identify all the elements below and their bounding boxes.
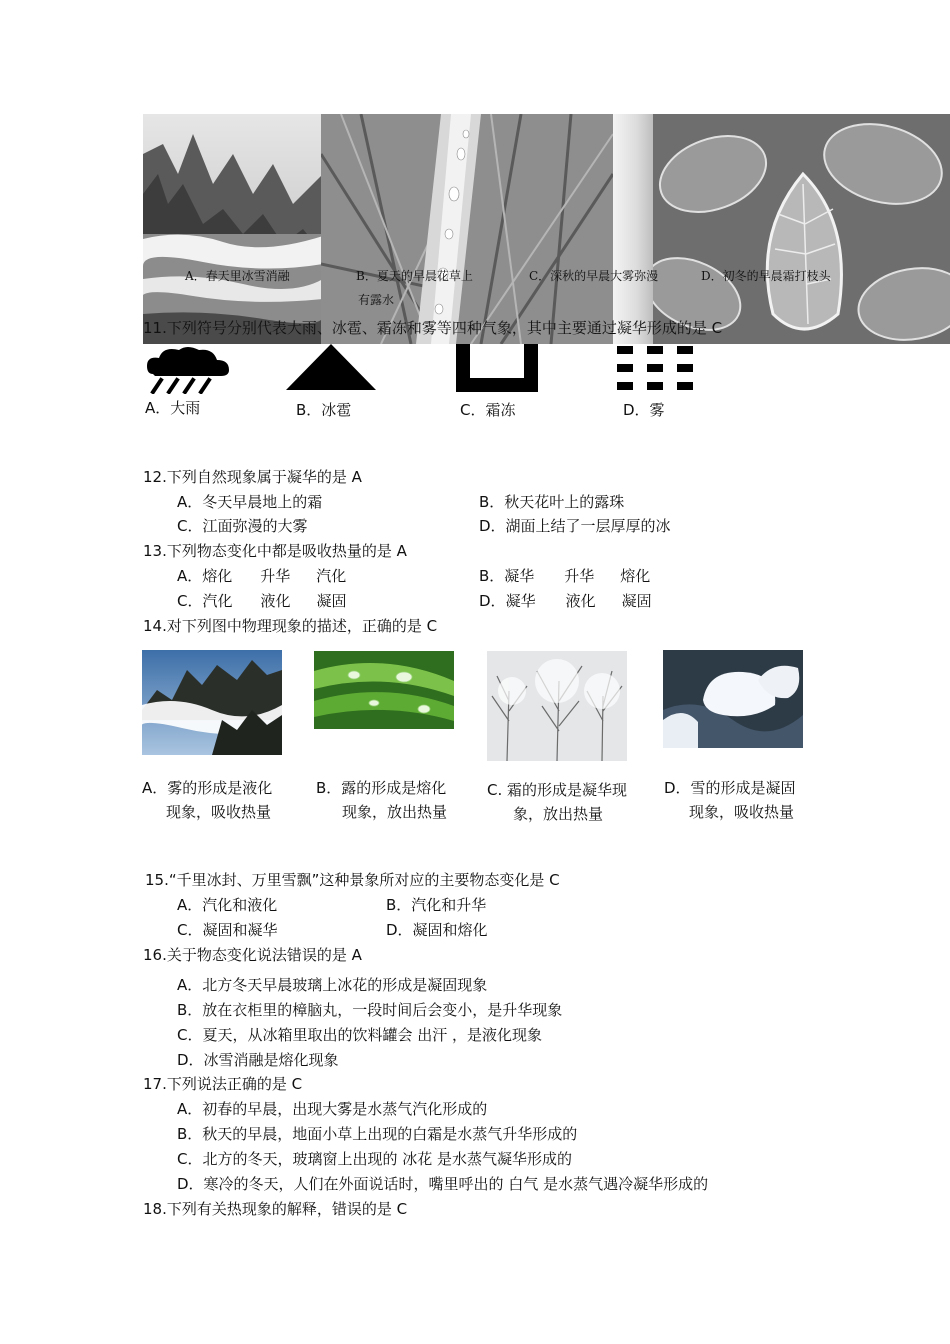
term: 液化 [260, 592, 291, 610]
q14-option-b [316, 776, 447, 824]
q14-option-d [664, 776, 796, 824]
q17-option-a: A．初春的早晨，出现大雾是水蒸气汽化形成的 [177, 1100, 488, 1118]
question-12-stem: 12.下列自然现象属于凝华的是 A [143, 468, 362, 486]
term: 熔化 [620, 567, 651, 585]
q13-option-b [479, 566, 650, 586]
photo-caption-a: A．春天里冰雪消融 [185, 269, 290, 283]
q15-option-d: D．凝固和熔化 [386, 921, 488, 939]
photo-dew-leaves [314, 651, 454, 729]
q13-option-d [479, 591, 652, 611]
q12-option-d: D．湖面上结了一层厚厚的冰 [479, 517, 671, 535]
q14-option-d-line2: 现象，吸收热量 [689, 803, 795, 821]
q16-option-d: D．冰雪消融是熔化现象 [177, 1051, 339, 1069]
fog-grid-icon [617, 344, 693, 392]
question-14-stem: 14.对下列图中物理现象的描述，正确的是 C [143, 617, 438, 635]
term: 凝华 [505, 592, 536, 610]
question-17-stem: 17.下列说法正确的是 C [143, 1075, 303, 1093]
question-15-stem: 15.“千里冰封、万里雪飘”这种景象所对应的主要物态变化是 C [145, 871, 560, 889]
q14-option-c [487, 778, 627, 826]
photo-fog-mountains [142, 650, 282, 755]
q17-option-c: C．北方的冬天，玻璃窗上出现的 冰花 是水蒸气凝华形成的 [177, 1150, 573, 1168]
q12-option-b: B．秋天花叶上的露珠 [479, 493, 625, 511]
option-letter: C． [177, 592, 203, 610]
question-13-stem: 13.下列物态变化中都是吸收热量的是 A [143, 542, 407, 560]
photo-fog-strip [613, 114, 653, 344]
question-11-stem: 11.下列符号分别代表大雨、冰雹、霜冻和雾等四种气象，其中主要通过凝华形成的是 C [143, 319, 723, 337]
q14-option-a-line1: A．雾的形成是液化 [142, 779, 273, 797]
q17-option-d: D．寒冷的冬天，人们在外面说话时，嘴里呼出的 白气 是水蒸气遇冷凝华形成的 [177, 1175, 709, 1193]
q16-option-b: B．放在衣柜里的樟脑丸，一段时间后会变小，是升华现象 [177, 1001, 563, 1019]
q15-option-c: C．凝固和凝华 [177, 921, 278, 939]
q11-option-d: D．雾 [623, 401, 665, 419]
q11-option-c: C．霜冻 [460, 401, 516, 419]
heavy-rain-icon [143, 344, 233, 394]
photo-snow-river [663, 650, 803, 748]
photo-caption-c: C．深秋的早晨大雾弥漫 [529, 269, 659, 283]
q15-option-b: B．汽化和升华 [386, 896, 487, 914]
q14-option-a [142, 776, 272, 824]
q15-option-a: A．汽化和液化 [177, 896, 278, 914]
term: 凝固 [621, 592, 652, 610]
term: 升华 [564, 567, 595, 585]
q11-option-b: B．冰雹 [296, 401, 352, 419]
photo-melting-snow [143, 114, 323, 344]
q12-option-a: A．冬天早晨地上的霜 [177, 493, 323, 511]
term: 液化 [565, 592, 596, 610]
q14-option-d-line1: D．雪的形成是凝固 [664, 779, 796, 797]
term: 凝华 [504, 567, 535, 585]
option-letter: A． [177, 567, 203, 585]
term: 熔化 [202, 567, 233, 585]
photo-caption-b-line1: B．夏天的早晨花草上 [356, 269, 473, 283]
q16-option-a: A．北方冬天早晨玻璃上冰花的形成是凝固现象 [177, 976, 488, 994]
hail-triangle-icon [286, 344, 376, 390]
frost-square-icon [456, 344, 538, 392]
q14-option-c-line1: C. 霜的形成是凝华现 [487, 781, 628, 799]
photo-frost-leaves [653, 114, 950, 344]
q11-option-a: A．大雨 [145, 399, 201, 417]
photo-caption-d: D．初冬的早晨霜打枝头 [701, 269, 831, 283]
q13-option-c [177, 591, 347, 611]
q13-option-a [177, 566, 346, 586]
q14-option-b-line1: B．露的形成是熔化 [316, 779, 447, 797]
option-letter: B． [479, 567, 505, 585]
q16-option-c: C．夏天，从冰箱里取出的饮料罐会 出汗 ，是液化现象 [177, 1026, 543, 1044]
photo-caption-b-line2: 有露水 [358, 293, 395, 307]
term: 升华 [260, 567, 291, 585]
photo-frosted-trees [487, 651, 627, 761]
q14-option-a-line2: 现象，吸收热量 [166, 803, 272, 821]
term: 凝固 [316, 592, 347, 610]
q14-option-c-line2: 象，放出热量 [513, 805, 604, 823]
q17-option-b: B．秋天的早晨，地面小草上出现的白霜是水蒸气升华形成的 [177, 1125, 578, 1143]
term: 汽化 [202, 592, 233, 610]
option-letter: D． [479, 592, 506, 610]
q14-option-b-line2: 现象，放出热量 [342, 803, 448, 821]
term: 汽化 [316, 567, 347, 585]
question-18-stem: 18.下列有关热现象的解释，错误的是 C [143, 1200, 408, 1218]
question-16-stem: 16.关于物态变化说法错误的是 A [143, 946, 362, 964]
q12-option-c: C．江面弥漫的大雾 [177, 517, 308, 535]
